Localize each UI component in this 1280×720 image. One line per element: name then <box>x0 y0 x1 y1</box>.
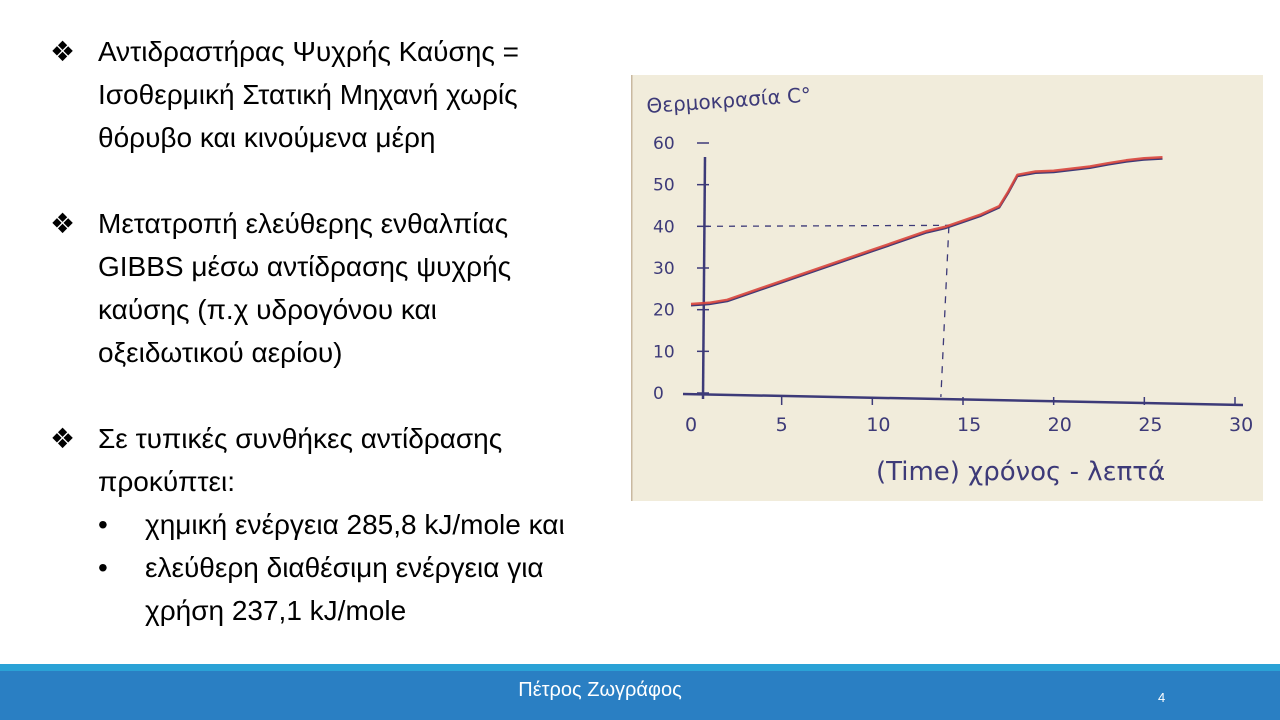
y-tick-label: 60 <box>653 134 675 154</box>
footer-bar <box>0 671 1280 720</box>
diamond-bullet-icon: ❖ <box>50 208 76 239</box>
sub-bullet-2-line-1: ελεύθερη διαθέσιμη ενέργεια για <box>145 552 544 583</box>
x-tick-label: 10 <box>866 414 891 436</box>
y-tick-label: 30 <box>653 259 675 279</box>
bullet-2-line-1: Μετατροπή ελεύθερης ενθαλπίας <box>98 208 509 239</box>
bullet-2-line-3: καύσης (π.χ υδρογόνου και <box>98 294 437 325</box>
bullet-3-line-2: προκύπτει: <box>98 466 235 497</box>
bullet-1-line-1: Αντιδραστήρας Ψυχρής Καύσης = <box>98 36 519 67</box>
y-axis-label: Θερμοκρασία C° <box>645 82 812 118</box>
page-number: 4 <box>1158 690 1166 705</box>
y-tick-label: 10 <box>653 342 675 363</box>
x-tick-label: 20 <box>1047 414 1072 436</box>
diamond-bullet-icon: ❖ <box>50 36 76 67</box>
y-tick-label: 20 <box>653 300 675 321</box>
bullet-3 <box>50 417 650 503</box>
sub-bullet-2-line-2: χρήση 237,1 kJ/mole <box>145 595 407 626</box>
y-tick-label: 0 <box>653 384 664 404</box>
dot-bullet-icon: • <box>98 509 108 540</box>
paper-background <box>631 75 1263 501</box>
y-tick-label: 40 <box>653 217 675 238</box>
footer-author: Πέτρος Ζωγράφος <box>518 679 682 701</box>
slide-text <box>50 30 650 632</box>
bullet-1 <box>50 30 650 159</box>
bullet-2-line-4: οξειδωτικού αερίου) <box>98 337 343 368</box>
x-tick-label: 30 <box>1229 414 1254 436</box>
handdrawn-chart-photo <box>631 75 1263 501</box>
x-tick-label: 5 <box>775 414 788 436</box>
diamond-bullet-icon: ❖ <box>50 423 76 454</box>
bullet-2-line-2: GIBBS μέσω αντίδρασης ψυχρής <box>98 251 512 282</box>
y-tick-label: 50 <box>653 175 675 196</box>
bullet-1-line-3: θόρυβο και κινούμενα μέρη <box>98 122 436 153</box>
sub-list <box>50 503 650 632</box>
chart-svg <box>631 75 1263 501</box>
x-tick-label: 15 <box>957 414 982 436</box>
sub-bullet-2 <box>50 546 650 632</box>
sub-bullet-1-line-1: χημική ενέργεια 285,8 kJ/mole και <box>145 509 565 540</box>
x-tick-label: 0 <box>685 414 698 436</box>
bullet-3-line-1: Σε τυπικές συνθήκες αντίδρασης <box>98 423 503 454</box>
bullet-1-line-2: Ισοθερμική Στατική Μηχανή χωρίς <box>98 79 518 110</box>
dot-bullet-icon: • <box>98 552 108 583</box>
sub-bullet-1 <box>50 503 650 546</box>
x-axis-label: (Time) χρόνος - λεπτά <box>876 457 1166 487</box>
x-tick-label: 25 <box>1138 414 1163 436</box>
footer-accent-line <box>0 664 1280 671</box>
bullet-2 <box>50 202 650 374</box>
